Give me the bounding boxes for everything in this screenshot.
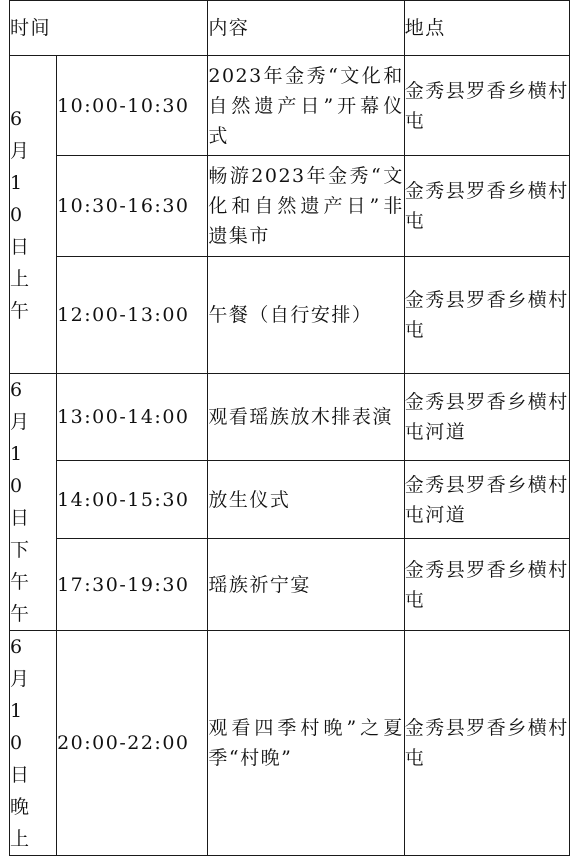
table-row [10, 631, 570, 856]
date-label: 6月10日下午午 [10, 379, 31, 625]
date-cell-evening [10, 631, 57, 856]
header-row [10, 1, 570, 56]
time-cell: 17:30-19:30 [57, 539, 208, 631]
location-cell: 金秀县罗香乡横村屯河道 [404, 374, 569, 461]
header-location: 地点 [404, 1, 569, 56]
location-cell: 金秀县罗香乡横村屯 [404, 156, 569, 257]
location-cell: 金秀县罗香乡横村屯 [404, 539, 569, 631]
time-cell: 20:00-22:00 [57, 631, 208, 856]
time-cell: 10:00-10:30 [57, 56, 208, 156]
location-cell: 金秀县罗香乡横村屯 [404, 56, 569, 156]
location-cell: 金秀县罗香乡横村屯河道 [404, 461, 569, 539]
table-row [10, 56, 570, 156]
table-row [10, 374, 570, 461]
date-label: 6月10日晚上 [10, 636, 31, 850]
content-cell: 瑶族祈宁宴 [208, 539, 404, 631]
date-cell-afternoon [10, 374, 57, 631]
table-row [10, 461, 570, 539]
time-cell: 10:30-16:30 [57, 156, 208, 257]
content-cell: 放生仪式 [208, 461, 404, 539]
schedule-table [9, 0, 570, 856]
content-cell: 午餐（自行安排） [208, 257, 404, 374]
content-cell: 观看瑶族放木排表演 [208, 374, 404, 461]
header-time: 时间 [10, 1, 208, 56]
table-row [10, 257, 570, 374]
content-cell: 畅游2023年金秀“文化和自然遗产日”非遗集市 [208, 156, 404, 257]
table-row [10, 539, 570, 631]
location-cell: 金秀县罗香乡横村屯 [404, 257, 569, 374]
table-row [10, 156, 570, 257]
content-cell: 2023年金秀“文化和自然遗产日”开幕仪式 [208, 56, 404, 156]
date-label: 6月10日上午 [10, 107, 31, 322]
header-content: 内容 [208, 1, 404, 56]
time-cell: 12:00-13:00 [57, 257, 208, 374]
location-cell: 金秀县罗香乡横村屯 [404, 631, 569, 856]
time-cell: 14:00-15:30 [57, 461, 208, 539]
date-cell-morning [10, 56, 57, 374]
time-cell: 13:00-14:00 [57, 374, 208, 461]
content-cell: 观看四季村晚”之夏季“村晚” [208, 631, 404, 856]
